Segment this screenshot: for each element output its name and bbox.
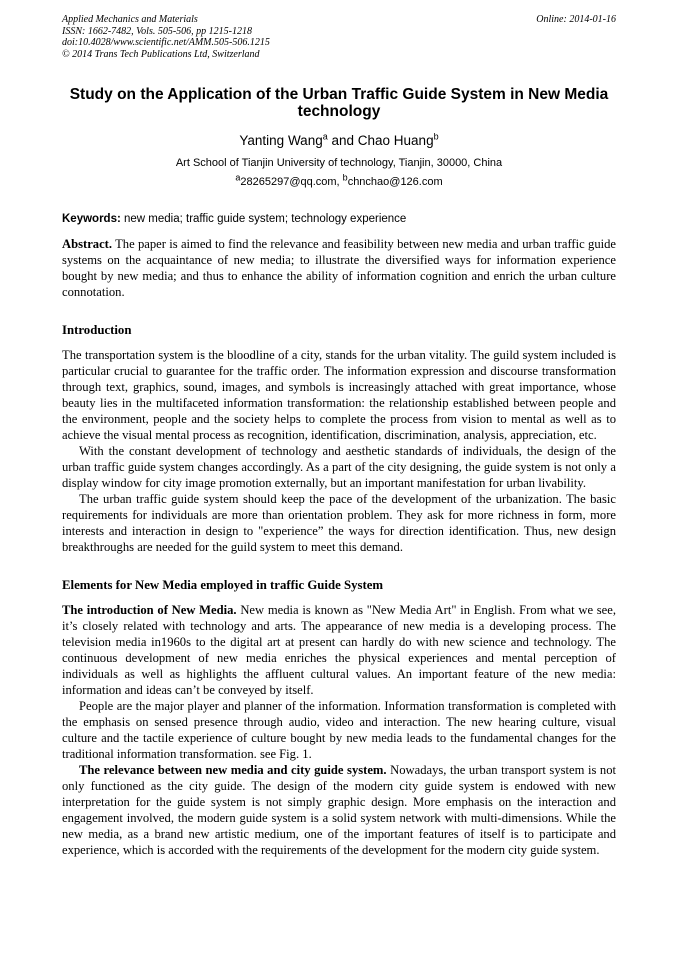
doi-line: doi:10.4028/www.scientific.net/AMM.505-506.1215 — [62, 37, 270, 49]
paragraph-text: The urban traffic guide system should keep the pace of the development of the urbanization. The basic requirements for individuals are more than orientation problem. They ask for more richness in form, more interests and interaction in design to "experience” the ways for direction identification. Thus, new design breakthroughs are needed for the guild system to meet this demand. — [62, 491, 616, 554]
abstract-paragraph — [62, 236, 616, 300]
email-b-superscript: b — [342, 172, 348, 183]
email-a-superscript: a — [235, 172, 241, 183]
paragraph — [62, 602, 616, 698]
email-a: 28265297@qq.com, — [240, 175, 343, 188]
paragraph-text: People are the major player and planner of the information. Information transformation is completed with the emphasis on sensed presence through audio, video and interaction. The new hearing culture, visual culture and the tactile experience of culture bought by new media leads to the fundamental changes for the traditional information transformation. see Fig. 1. — [62, 698, 616, 761]
paragraph-text: Nowadays, the urban transport system is not only functioned as the city guide. The design of the modern city guide system is endowed with new interpretation for the guide system is not simply graphic design. More emphasis on the interaction and engagement involved, the modern guide system is a solid system network with multi-dimensions. While the new media, as a brand new artistic medium, one of the important features of itself is to participate and experience, which is accorded with the requirements of the development for the modern city guide system. — [62, 762, 616, 857]
paragraph — [62, 762, 616, 858]
abstract-text: The paper is aimed to find the relevance and feasibility between new media and urban traffic guide systems on the acquaintance of new media; to illustrate the diversified ways for information experience bought by new media; and thus to enhance the ability of information cognition and enrich the urban culture connotation. — [62, 236, 616, 299]
paragraph — [62, 443, 616, 491]
journal-name: Applied Mechanics and Materials — [62, 14, 198, 25]
issn-line: ISSN: 1662-7482, Vols. 505-506, pp 1215-1218 — [62, 25, 252, 37]
journal-info — [62, 14, 270, 61]
online-date: Online: 2014-01-16 — [536, 14, 616, 25]
paper-title: Study on the Application of the Urban Traffic Guide System in New Media technology — [69, 85, 609, 121]
paragraph — [62, 491, 616, 555]
keywords-text: new media; traffic guide system; technology experience — [120, 212, 407, 225]
keywords-line — [62, 212, 616, 226]
section-heading-introduction: Introduction — [62, 322, 132, 337]
email-b: chnchao@126.com — [347, 175, 443, 188]
paragraph-text: The transportation system is the bloodline of a city, stands for the urban vitality. The guild system included is particular crucial to guarantee for the traffic order. The information expression and discourse transformation through text, graphics, sound, images, and symbols is increasingly attached with great importance, whose beauty lies in the multifaceted information transformation: the relationship established between people and the environment, people and the society helps to complete the process from vision to mental as well as to achieve the visual mental process as recognition, identification, discrimination, analysis, appreciation, etc. — [62, 347, 616, 442]
copyright-line: © 2014 Trans Tech Publications Ltd, Switzerland — [62, 49, 260, 61]
affiliation-line: Art School of Tianjin University of technology, Tianjin, 30000, China — [175, 156, 503, 169]
paragraph-lead: The relevance between new media and city guide system. — [79, 762, 391, 777]
authors-line — [62, 133, 616, 148]
authors-joiner: and — [327, 132, 358, 148]
paragraph-lead: The introduction of New Media. — [62, 602, 241, 617]
abstract-label: Abstract. — [62, 236, 113, 251]
author-2-superscript: b — [433, 131, 439, 142]
author-1-superscript: a — [322, 131, 328, 142]
paragraph — [62, 347, 616, 443]
email-line — [62, 172, 616, 188]
paragraph-text: New media is known as "New Media Art" in English. From what we see, it’s closely related with technology and arts. The appearance of new media is a developing process. The television media in1960s to the digital art at present can hardly do with new science and technology. The continuous development of new media enriches the physical experiences and mental perception of individuals as well as highlights the affluent cultural values. An important feature of the new media: information and ideas can’t be conveyed by itself. — [62, 602, 616, 697]
section-heading-elements: Elements for New Media employed in traffic Guide System — [62, 577, 384, 592]
author-1-name: Yanting Wang — [239, 132, 323, 148]
paragraph — [62, 698, 616, 762]
author-2-name: Chao Huang — [357, 132, 434, 148]
journal-header — [62, 14, 616, 61]
keywords-label: Keywords: — [62, 212, 121, 225]
paragraph-text: With the constant development of technology and aesthetic standards of individuals, the design of the urban traffic guide system changes accordingly. As a part of the city designing, the guide system is not only a display window for city image promotion externally, but an important manifestation for urban livability. — [62, 443, 616, 490]
